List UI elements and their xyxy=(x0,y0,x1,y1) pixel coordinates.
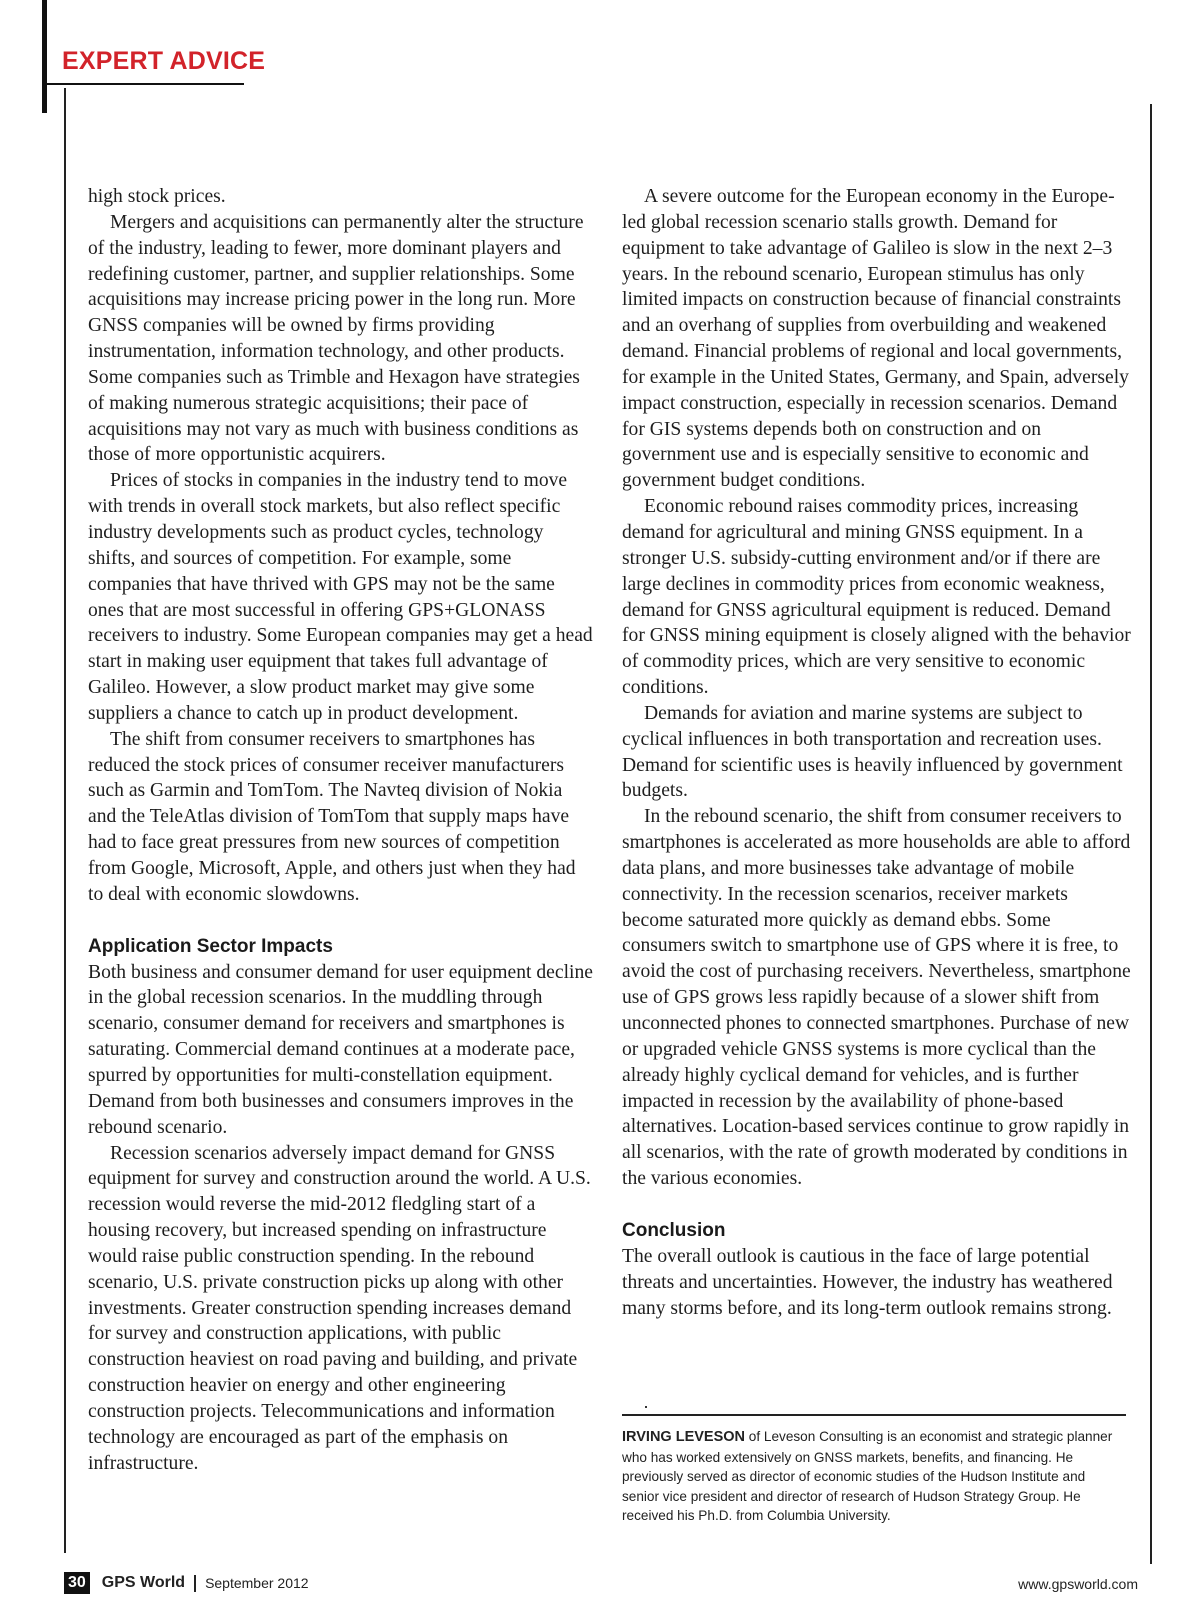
website-url[interactable]: www.gpsworld.com xyxy=(1018,1576,1138,1592)
page-number: 30 xyxy=(64,1572,90,1594)
paragraph: Prices of stocks in companies in the industry tend to move with trends in overall stock markets, but also reflect specific industry developments such as product cycles, technology shifts, and sources of competition. For example, some companies that have thrived with GPS may not be the same ones that are most successful in offering GPS+GLONASS receivers to industry. Some European companies may get a head start in making user equipment that takes full advantage of Galileo. However, a slow product market may give some suppliers a chance to catch up in product development. xyxy=(88,470,593,724)
paragraph: Mergers and acquisitions can permanently alter the structure of the industry, leading to fewer, more dominant players and redefining customer, partner, and supplier relationships. Some acquisitions may increase pricing power in the long run. More GNSS companies will be owned by firms providing instrumentation, information technology, and other products. Some companies such as Trimble and Hexagon have strategies of making numerous strategic acquisitions; their pace of acquisitions may not vary as much with business conditions as those of more opportunistic acquirers. xyxy=(88,211,584,466)
left-column xyxy=(88,184,594,1477)
bio-dot xyxy=(645,1406,647,1408)
conclusion-heading: Conclusion xyxy=(622,1219,726,1241)
paragraph: Demands for aviation and marine systems are subject to cyclical influences in both transportation and recreation uses. Demand for scientific uses is heavily influenced by government budgets. xyxy=(622,702,1123,802)
author-bio xyxy=(622,1427,1122,1526)
author-name: IRVING LEVESON xyxy=(622,1429,746,1445)
section-label: EXPERT ADVICE xyxy=(62,47,266,75)
paragraph: In the rebound scenario, the shift from consumer receivers to smartphones is accelerated as more households are able to afford data plans, and more businesses take advantage of mobile connectivity. In the recession scenarios, receiver markets become saturated more quickly as demand ebbs. Some consumers switch to smartphone use of GPS where it is free, to avoid the cost of purchasing receivers. Nevertheless, smartphone use of GPS grows less rapidly because of a slower shift from unconnected phones to connected smartphones. Purchase of new or upgraded vehicle GNSS systems is more cyclical than the already highly cyclical demand for vehicles, and is further impacted in recession by the availability of phone-based alternatives. Location-based services continue to grow rapidly in all scenarios, with the rate of growth moderated by conditions in the various economies. xyxy=(622,806,1131,1190)
paragraph: Economic rebound raises commodity prices, increasing demand for agricultural and mining GNSS equipment. In a stronger U.S. subsidy-cutting environment and/or if there are large declines in commodity prices from economic weakness, demand for GNSS agricultural equipment is reduced. Demand for GNSS mining equipment is closely aligned with the behavior of commodity prices, which are very sensitive to economic conditions. xyxy=(622,496,1131,699)
magazine-name: GPS World xyxy=(101,1574,186,1591)
right-margin-rule xyxy=(1150,104,1152,1564)
author-bio-text: of Leveson Consulting is an economist and strategic planner who has worked extensively on GNSS markets, benefits, and financing. He previously served as director of economic studies of the Hudson Institute and senior vice president and director of research of Hudson Strategy Group. He received his Ph.D. from Columbia University. xyxy=(622,1429,1113,1523)
paragraph: Recession scenarios adversely impact demand for GNSS equipment for survey and construction around the world. A U.S. recession would reverse the mid-2012 fledgling start of a housing recovery, but increased spending on infrastructure would raise public construction spending. In the rebound scenario, U.S. private construction picks up along with other investments. Greater construction spending increases demand for survey and construction applications, with public construction heaviest on road paving and building, and private construction heavier on energy and other engineering construction projects. Telecommunications and information technology are encouraged as part of the emphasis on infrastructure. xyxy=(88,1142,591,1474)
conclusion-paragraph: The overall outlook is cautious in the face of large potential threats and uncertainties. However, the industry has weathered many storms before, and its long-term outlook remains strong. xyxy=(622,1245,1113,1319)
paragraph: high stock prices. xyxy=(88,186,226,207)
page-footer xyxy=(64,1572,309,1594)
footer-separator xyxy=(194,1575,196,1592)
paragraph: Both business and consumer demand for user equipment decline in the global recession scenarios. In the muddling through scenario, consumer demand for receivers and smartphones is saturating. Commercial demand continues at a moderate pace, spurred by opportunities for multi-constellation equipment. Demand from both businesses and consumers improves in the rebound scenario. xyxy=(88,961,593,1138)
left-margin-rule xyxy=(64,88,66,1553)
header-horizontal-rule xyxy=(42,83,244,85)
paragraph: The shift from consumer receivers to smartphones has reduced the stock prices of consumer receiver manufacturers such as Garmin and TomTom. The Navteq division of Nokia and the TeleAtlas division of TomTom that supply maps have had to face great pressures from new sources of competition from Google, Microsoft, Apple, and others just when they had to deal with economic slowdowns. xyxy=(88,728,576,905)
section-heading: Application Sector Impacts xyxy=(88,935,333,957)
paragraph: A severe outcome for the European economy in the Europe-led global recession scenario stalls growth. Demand for equipment to take advantage of Galileo is slow in the next 2–3 years. In the rebound scenario, European stimulus has only limited impacts on construction because of financial constraints and an overhang of supplies from overbuilding and weakened demand. Financial problems of regional and local governments, for example in the United States, Germany, and Spain, adversely impact construction, especially in recession scenarios. Demand for GIS systems depends both on construction and on government use and is especially sensitive to economic and government budget conditions. xyxy=(622,186,1129,492)
issue-date: September 2012 xyxy=(205,1575,309,1591)
right-column xyxy=(622,184,1132,1321)
header-vertical-rule xyxy=(42,0,47,113)
bio-divider xyxy=(622,1414,1126,1416)
